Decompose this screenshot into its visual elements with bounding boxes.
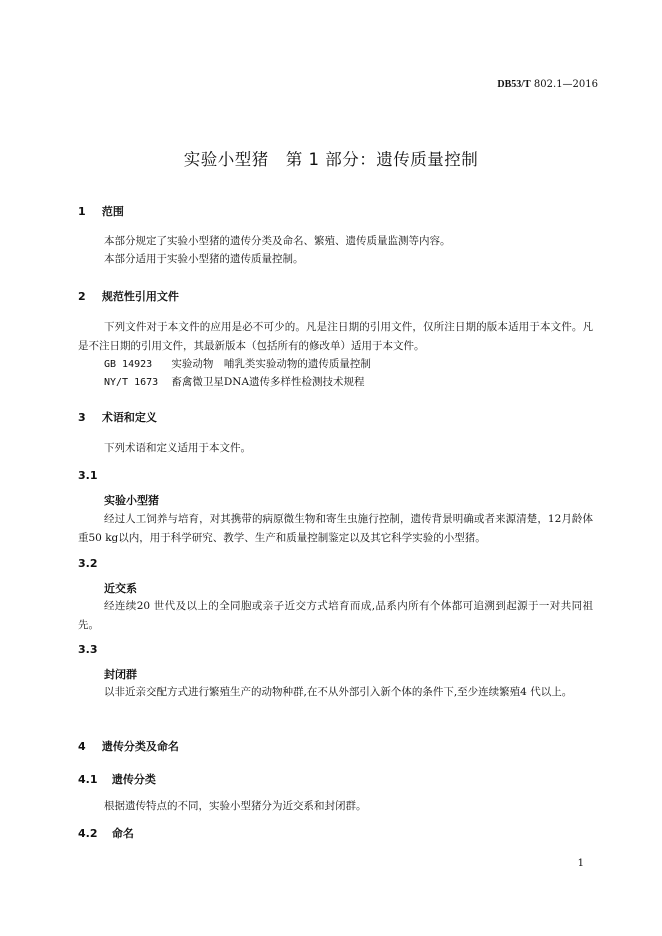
term-number: 3.2 bbox=[78, 557, 98, 570]
section-3-paragraph-1: 下列术语和定义适用于本文件。 bbox=[104, 442, 251, 454]
section-3-title: 术语和定义 bbox=[101, 411, 157, 424]
section-3-heading bbox=[78, 409, 157, 425]
subsection-4-2-heading bbox=[78, 825, 134, 841]
normative-reference bbox=[104, 374, 365, 389]
term-definition: 以非近亲交配方式进行繁殖生产的动物种群,在不从外部引入新个体的条件下,至少连续繁殖4 代以上。 bbox=[104, 686, 573, 698]
page-number: 1 bbox=[577, 858, 584, 869]
standard-code-number: 802.1—2016 bbox=[533, 79, 598, 90]
subsection-4-1-heading bbox=[78, 771, 156, 787]
section-4-number: 4 bbox=[78, 740, 86, 753]
section-2-heading bbox=[78, 288, 179, 304]
section-4-title: 遗传分类及命名 bbox=[101, 740, 179, 753]
term-name: 近交系 bbox=[104, 582, 137, 595]
reference-code: GB 14923 bbox=[104, 359, 153, 370]
reference-title: 畜禽微卫星DNA遗传多样性检测技术规程 bbox=[171, 376, 365, 388]
section-4-heading bbox=[78, 738, 179, 754]
section-2-paragraph-1: 下列文件对于本文件的应用是必不可少的。凡是注日期的引用文件，仅所注日期的版本适用于本文件。凡是不注日期的引用文件，其最新版本（包括所有的修改单）适用于本文件。 bbox=[78, 321, 593, 352]
section-1-number: 1 bbox=[78, 205, 86, 218]
reference-title: 实验动物 哺乳类实验动物的遗传质量控制 bbox=[171, 358, 371, 370]
section-1-paragraph-2: 本部分适用于实验小型猪的遗传质量控制。 bbox=[104, 253, 304, 265]
standard-code-prefix: DB53/T bbox=[497, 79, 531, 90]
reference-code: NY/T 1673 bbox=[104, 377, 159, 388]
subsection-4-2-title: 命名 bbox=[111, 827, 134, 840]
section-2-number: 2 bbox=[78, 290, 86, 303]
standard-code bbox=[497, 79, 598, 90]
section-3-number: 3 bbox=[78, 411, 86, 424]
subsection-4-1-number: 4.1 bbox=[78, 773, 98, 786]
section-1-paragraph-1: 本部分规定了实验小型猪的遗传分类及命名、繁殖、遗传质量监测等内容。 bbox=[104, 235, 451, 247]
subsection-4-2-number: 4.2 bbox=[78, 827, 98, 840]
document-title: 实验小型猪 第 1 部分：遗传质量控制 bbox=[183, 150, 479, 169]
normative-reference bbox=[104, 356, 371, 371]
term-definition: 经过人工饲养与培育，对其携带的病原微生物和寄生虫施行控制，遗传背景明确或者来源清楚，12月龄体重50 kg以内，用于科学研究、教学、生产和质量控制鉴定以及其它科学实验的小型猪。 bbox=[78, 513, 593, 544]
section-2-title: 规范性引用文件 bbox=[101, 290, 179, 303]
term-name: 实验小型猪 bbox=[104, 494, 159, 507]
subsection-4-1-title: 遗传分类 bbox=[111, 773, 156, 786]
term-definition: 经连续20 世代及以上的全同胞或亲子近交方式培育而成,品系内所有个体都可追溯到起源于一对共同祖先。 bbox=[78, 600, 593, 631]
term-number: 3.3 bbox=[78, 643, 98, 656]
subsection-4-1-paragraph: 根据遗传特点的不同，实验小型猪分为近交系和封闭群。 bbox=[104, 800, 367, 812]
section-1-title: 范围 bbox=[101, 205, 124, 218]
term-number: 3.1 bbox=[78, 469, 98, 482]
section-1-heading bbox=[78, 203, 124, 219]
term-name: 封闭群 bbox=[104, 668, 137, 681]
